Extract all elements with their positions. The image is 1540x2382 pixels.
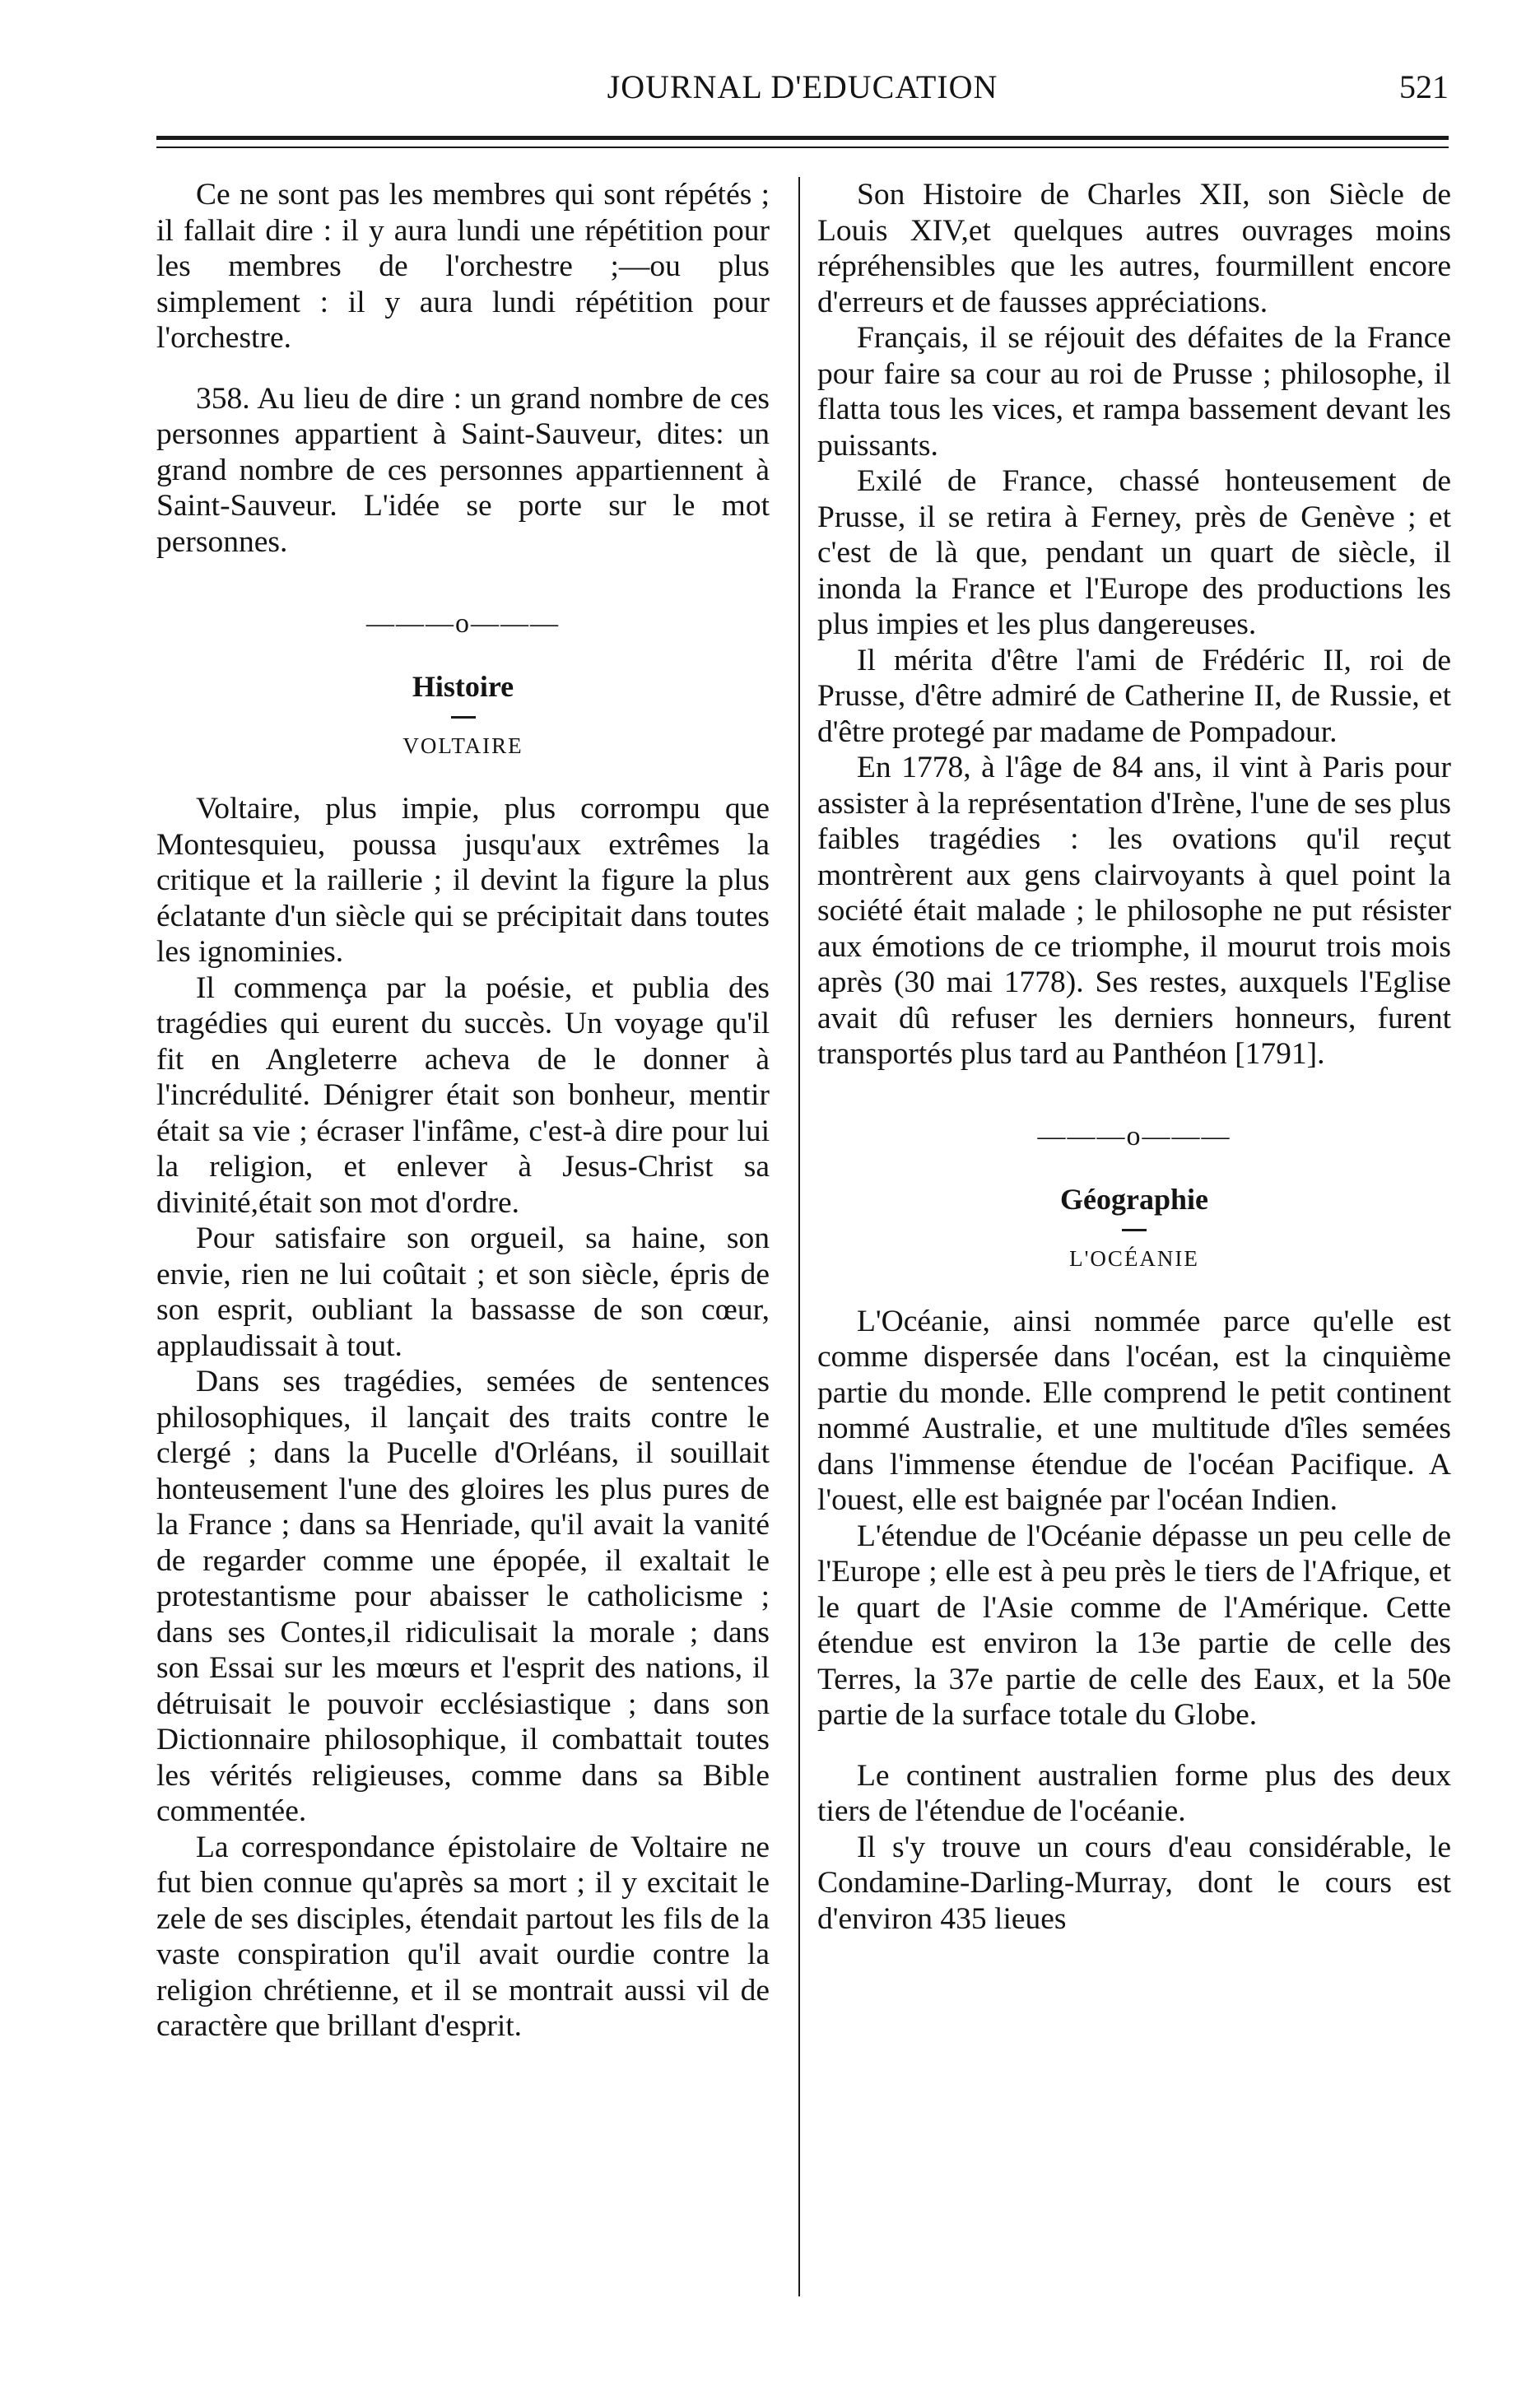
paragraph: Le continent australien forme plus des deux tiers de l'étendue de l'océanie. [817,1758,1451,1828]
running-title: JOURNAL D'EDUCATION [607,68,998,105]
column-divider [798,177,800,2296]
paragraph: Ce ne sont pas les membres qui sont répétés ; il fallait dire : il y aura lundi une répétition pour les membres de l'orchestre ;—ou plus simplement : il y aura lundi répétition pour l'orchestre. [156,178,770,355]
paragraph: En 1778, à l'âge de 84 ans, il vint à Paris pour assister à la représentation d'Irène, l'une de ses plus faibles tragédies : les ovations qu'il reçut montrèrent aux gens clairvoyants à quel point la société était malade ; le philosophe ne put résister aux émotions de ce triomphe, il mourut trois mois après (30 mai 1778). Ses restes, auxquels l'Eglise avait dû refuser les derniers honneurs, furent transportés plus tard au Panthéon [1791]. [817,751,1451,1071]
paragraph: L'Océanie, ainsi nommée parce qu'elle est comme dispersée dans l'océan, est la cinquième partie du monde. Elle comprend le petit continent nommé Australie, et une multitude d'îles semées dans l'immense étendue de l'océan Pacifique. A l'ouest, elle est baignée par l'océan Indien. [817,1304,1451,1517]
paragraph: Il s'y trouve un cours d'eau considérable, le Condamine-Darling-Murray, dont le cours est d'environ 435 lieues [817,1830,1451,1936]
paragraph: 358. Au lieu de dire : un grand nombre de ces personnes appartient à Saint-Sauveur, dites: un grand nombre de ces personnes appartiennent à Saint-Sauveur. L'idée se porte sur le mot personnes. [156,381,770,559]
paragraph: Voltaire, plus impie, plus corrompu que Montesquieu, poussa jusqu'aux extrêmes la critique et la raillerie ; il devint la figure la plus éclatante d'un siècle qui se précipitait dans toutes les ignominies. [156,792,770,969]
section-separator: ———o——— [366,608,560,639]
article-subtitle: VOLTAIRE [402,733,523,758]
paragraph: L'étendue de l'Océanie dépasse un peu celle de l'Europe ; elle est à peu près le tiers de l'Afrique, et le quart de l'Asie comme de l'Amérique. Cette étendue est environ la 13e partie de celle des Terres, la 37e partie de celle des Eaux, et la 50e partie de la surface totale du Globe. [817,1519,1451,1732]
right-column [817,177,1451,1937]
section-title-geographie: Géographie [1060,1182,1208,1216]
paragraph: Dans ses tragédies, semées de sentences philosophiques, il lançait des traits contre le clergé ; dans la Pucelle d'Orléans, il souillait honteusement l'une des gloires les plus pures de la France ; dans sa Henriade, qu'il avait la vanité de regarder comme une épopée, il exaltait le protestantisme pour abaisser le catholicisme ; dans ses Contes,il ridiculisait la morale ; dans son Essai sur les mœurs et l'esprit des nations, il détruisait le pouvoir ecclésiastique ; dans son Dictionnaire philosophique, il combattait toutes les vérités religieuses, comme dans sa Bible commentée. [156,1365,770,1828]
page-number: 521 [1399,68,1449,105]
header-rule-thick [156,136,1449,140]
page-header [156,64,1449,114]
section-separator: ———o——— [1037,1120,1231,1151]
paragraph: Pour satisfaire son orgueil, sa haine, son envie, rien ne lui coûtait ; et son siècle, épris de son esprit, oubliant la bassasse de son cœur, applaudissait à tout. [156,1221,770,1363]
left-column [156,177,770,2045]
paragraph: Exilé de France, chassé honteusement de Prusse, il se retira à Ferney, près de Genève ; et c'est de là que, pendant un quart de siècle, il inonda la France et l'Europe des productions les plus impies et les plus dangereuses. [817,464,1451,641]
title-dash [1122,1229,1147,1231]
paragraph: Français, il se réjouit des défaites de la France pour faire sa cour au roi de Prusse ; philosophe, il flatta tous les vices, et rampa bassement devant les puissants. [817,321,1451,463]
section-title-histoire: Histoire [412,670,514,703]
article-subtitle: L'OCÉANIE [1069,1245,1199,1271]
title-dash [451,716,476,719]
paragraph: Il mérita d'être l'ami de Frédéric II, roi de Prusse, d'être admiré de Catherine II, de Russie, et d'être protegé par madame de Pompadour. [817,643,1451,749]
paragraph: La correspondance épistolaire de Voltaire ne fut bien connue qu'après sa mort ; il y excitait le zele de ses disciples, étendait partout les fils de la vaste conspiration qu'il avait ourdie contre la religion chrétienne, et il se montrait aussi vil de caractère que brillant d'esprit. [156,1830,770,2043]
paragraph: Il commença par la poésie, et publia des tragédies qui eurent du succès. Un voyage qu'il fit en Angleterre acheva de le donner à l'incrédulité. Dénigrer était son bonheur, mentir était sa vie ; écraser l'infâme, c'est-à dire pour lui la religion, et enlever à Jesus-Christ sa divinité,était son mot d'ordre. [156,970,770,1220]
paragraph: Son Histoire de Charles XII, son Siècle de Louis XIV,et quelques autres ouvrages moins répréhensibles que les autres, fourmillent encore d'erreurs et de fausses appréciations. [817,178,1451,319]
header-rule-thin [156,147,1449,148]
